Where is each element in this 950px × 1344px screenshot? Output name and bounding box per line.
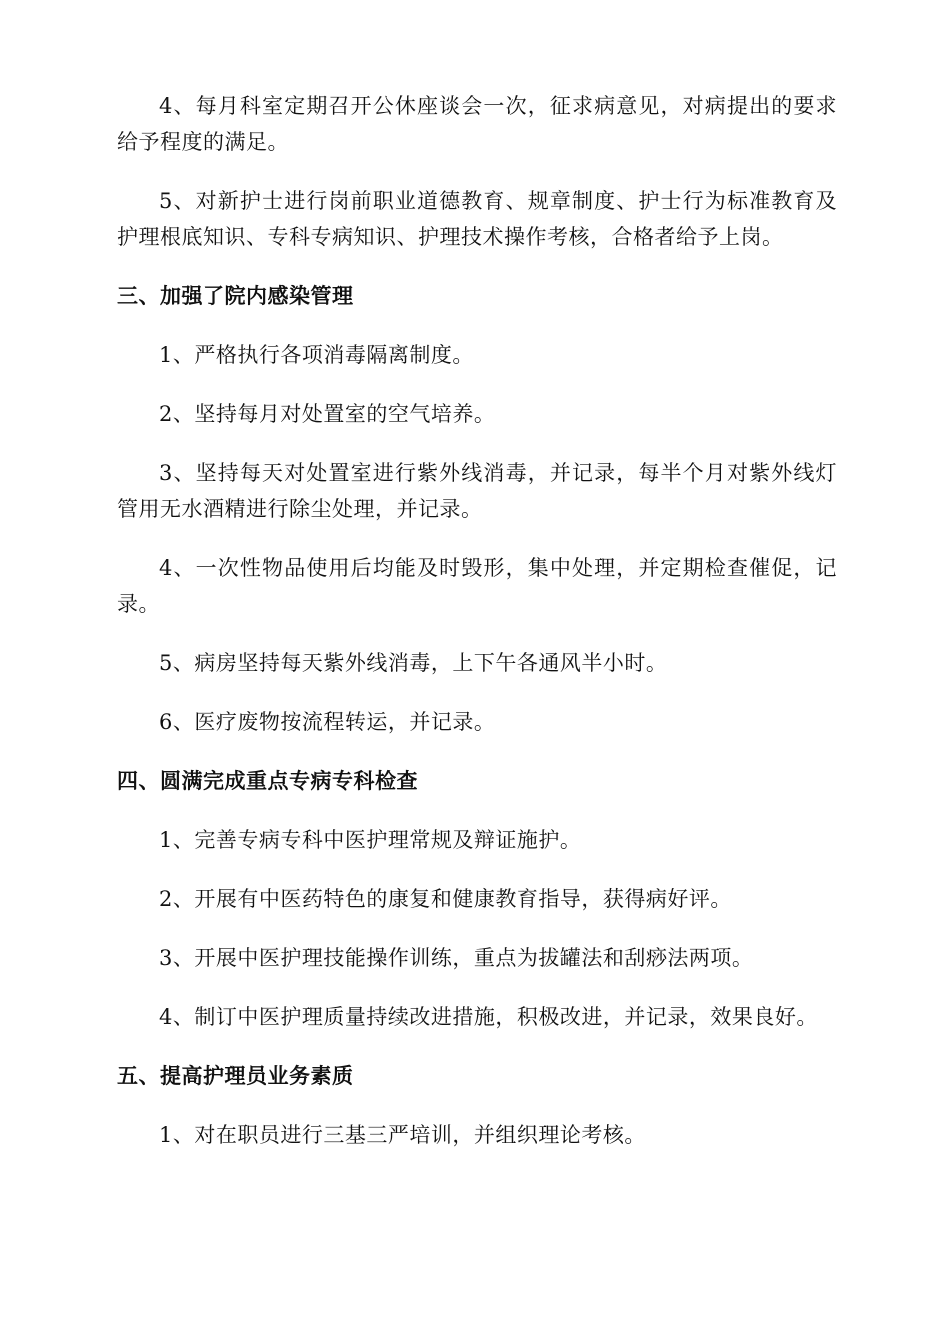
- section-heading-infection-control: 三、加强了院内感染管理: [117, 283, 354, 308]
- paragraph-item-4: 4、每月科室定期召开公休座谈会一次，征求病意见，对病提出的要求给予程度的满足。: [117, 94, 837, 154]
- specialty-item-1: 1、完善专病专科中医护理常规及辩证施护。: [159, 828, 582, 852]
- infection-item-1: 1、严格执行各项消毒隔离制度。: [159, 343, 474, 367]
- infection-item-5: 5、病房坚持每天紫外线消毒，上下午各通风半小时。: [159, 651, 668, 675]
- specialty-item-3: 3、开展中医护理技能操作训练，重点为拔罐法和刮痧法两项。: [159, 946, 754, 970]
- document-page: [117, 88, 837, 1176]
- section-heading-specialty-inspection: 四、圆满完成重点专病专科检查: [117, 768, 418, 793]
- infection-item-3: 3、坚持每天对处置室进行紫外线消毒，并记录，每半个月对紫外线灯管用无水酒精进行除尘处理，并记录。: [117, 461, 837, 521]
- paragraph-item-5: 5、对新护士进行岗前职业道德教育、规章制度、护士行为标准教育及护理根底知识、专科专病知识、护理技术操作考核，合格者给予上岗。: [117, 189, 837, 249]
- infection-item-4: 4、一次性物品使用后均能及时毁形，集中处理，并定期检查催促，记录。: [117, 556, 837, 616]
- staff-item-1: 1、对在职员进行三基三严培训，并组织理论考核。: [159, 1123, 646, 1147]
- specialty-item-4: 4、制订中医护理质量持续改进措施，积极改进，并记录，效果良好。: [159, 1005, 818, 1029]
- infection-item-6: 6、医疗废物按流程转运，并记录。: [159, 710, 496, 734]
- section-heading-staff-quality: 五、提高护理员业务素质: [117, 1063, 354, 1088]
- specialty-item-2: 2、开展有中医药特色的康复和健康教育指导，获得病好评。: [159, 887, 732, 911]
- infection-item-2: 2、坚持每月对处置室的空气培养。: [159, 402, 496, 426]
